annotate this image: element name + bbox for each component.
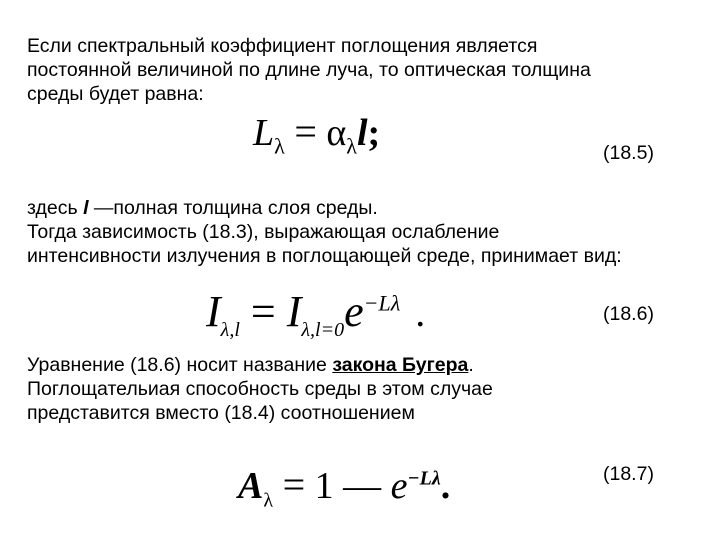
eq-18-6-rhs: I (286, 287, 302, 336)
eq-18-7-exp: −Lλ (407, 467, 441, 490)
eq-18-6-rhs-sub: λ,l=0 (301, 318, 345, 341)
eq-18-7-lhs-sub: λ (263, 489, 274, 512)
intro-line-2: постоянной величиной по длине луча, то оптическая толщина (27, 59, 591, 81)
intro-line-1: Если спектральный коэффициент поглощения является (27, 35, 538, 57)
eq-18-6-lhs: I (206, 287, 221, 336)
eq-18-7-minus: — (343, 465, 382, 507)
eq-18-6-base: e (344, 287, 364, 336)
explain-line-2: Тогда зависимость (18.3), выражающая ослабление (27, 221, 500, 243)
eq-18-5-end: ; (367, 112, 381, 154)
eq-18-7-op: = (282, 462, 306, 507)
intro-paragraph (27, 34, 591, 106)
bouguer-law-term: закона Бугера (332, 354, 469, 376)
eq-18-6-lhs-sub: λ,l (220, 318, 240, 341)
equation-18-5 (253, 109, 381, 159)
intro-line-3: среды будет равна: (27, 83, 204, 105)
law-paragraph (27, 353, 493, 425)
eq-18-7-lhs: A (238, 465, 264, 507)
equation-number-18-6: (18.6) (603, 303, 654, 325)
law-line-1-pre: Уравнение (18.6) носит название (27, 354, 333, 376)
equation-18-7 (238, 462, 451, 512)
explain-paragraph (27, 196, 622, 268)
explain-line-1-pre: здесь (27, 197, 84, 219)
law-line-3: представится вместо (18.4) соотношением (27, 402, 415, 424)
eq-18-6-exp: −Lλ (363, 290, 401, 316)
equation-18-6 (206, 287, 426, 341)
eq-18-5-lhs: L (253, 112, 275, 154)
equation-number-18-5: (18.5) (603, 142, 654, 164)
explain-line-1 (27, 196, 622, 220)
eq-18-7-one: 1 (314, 465, 334, 507)
explain-line-3: интенсивности излучения в поглощающей среде, принимает вид: (27, 245, 622, 267)
eq-18-7-end: . (440, 465, 451, 507)
eq-18-5-op: = (294, 109, 317, 154)
eq-18-5-lhs-sub: λ (274, 133, 285, 159)
eq-18-5-coef-sub: λ (346, 133, 357, 159)
eq-18-5-coef: α (326, 112, 347, 154)
explain-var-l: l (83, 197, 89, 219)
law-line-1-post: . (468, 354, 474, 376)
equation-number-18-7: (18.7) (603, 463, 654, 485)
eq-18-6-op: = (250, 287, 276, 336)
explain-line-1-post: —полная толщина слоя среды. (88, 197, 378, 219)
eq-18-6-end: . (415, 290, 426, 335)
law-line-1 (27, 353, 493, 377)
eq-18-5-var: l (356, 112, 368, 154)
eq-18-7-base: e (390, 465, 408, 507)
law-line-2: Поглощательиая способность среды в этом случае (27, 378, 493, 400)
